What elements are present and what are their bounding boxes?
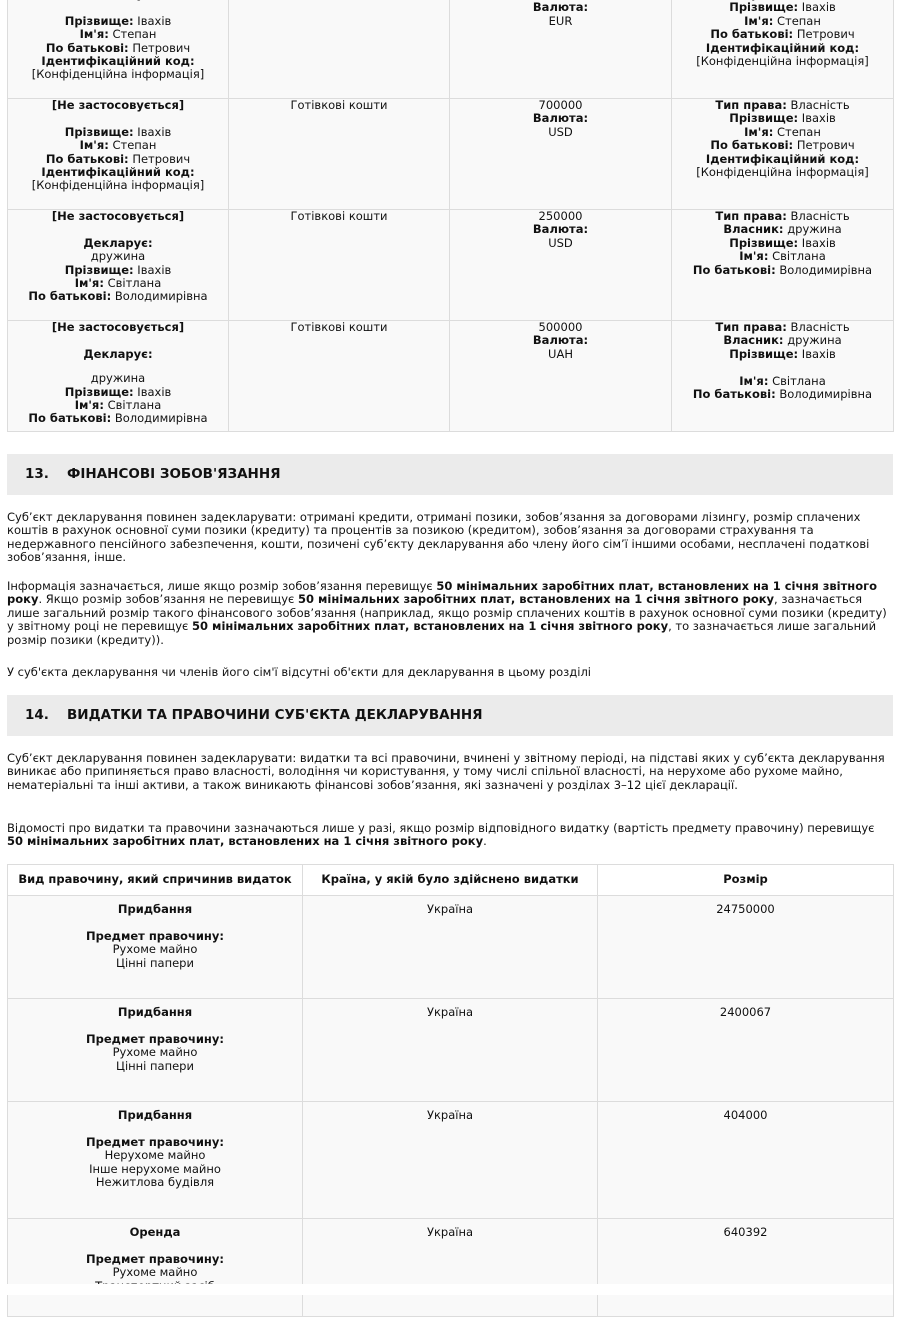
- asset-type-cell: Готівкові кошти: [229, 99, 450, 210]
- country-cell: Україна: [303, 1219, 598, 1317]
- table-row: [8, 99, 894, 210]
- asset-type-cell: Готівкові кошти: [229, 210, 450, 321]
- asset-type-cell: [229, 0, 450, 99]
- section-14-description: Суб’єкт декларування повинен задекларувати: видатки та всі правочини, вчинені у звітному періоді, на підставі яких у суб’єкта декларування виникає або припиняється право власності, володіння чи користування, у тому числі спільної власності, на нерухоме або рухоме майно, нематеріальні та інші активи, а також виникають фінансові зобов’язання, які зазначені у розділах 3–12 цієї декларації.: [7, 751, 885, 792]
- table-row: [8, 321, 894, 432]
- section-13-empty-note: У суб'єкта декларування чи членів його сім'ї відсутні об'єкти для декларування в цьому розділі: [7, 665, 591, 679]
- country-cell: Україна: [303, 1102, 598, 1219]
- column-header: Розмір: [598, 865, 894, 896]
- section-14-threshold-note: Відомості про видатки та правочини зазначаються лише у разі, якщо розмір відповідного видатку (вартість предмету правочину) перевищує 50 мінімальних заробітних плат, встановлених на 1 січня звітного року.: [7, 821, 875, 849]
- column-header: Вид правочину, який спричинив видаток: [8, 865, 303, 896]
- amount-cell: 2400067: [598, 999, 894, 1102]
- section-13-header: [7, 454, 893, 495]
- table-row: [8, 1102, 894, 1219]
- column-header: Країна, у якій було здійснено видатки: [303, 865, 598, 896]
- expenses-table: [7, 864, 894, 1317]
- transaction-type-cell: Оренда Предмет правочину: Рухоме майно: [8, 1219, 303, 1317]
- section-number: 14.: [25, 707, 49, 723]
- amount-cell: 404000: [598, 1102, 894, 1219]
- owner-cell: Тип права: Власність Власник: дружина Прізвище: Івахів Ім'я: Світлана По батькові: Володимирівна: [672, 321, 894, 432]
- cash-assets-table: [7, 0, 894, 432]
- transaction-type-cell: Придбання Предмет правочину: Рухоме майно Цінні папери: [8, 999, 303, 1102]
- transaction-type-cell: Придбання Предмет правочину: Рухоме майно Цінні папери: [8, 896, 303, 999]
- declarant-cell: Прізвище: Івахів Ім'я: Степан По батькові: Петрович Ідентифікаційний код: [Конфіденційна інформація]: [8, 0, 229, 99]
- section-13-threshold-note: Інформація зазначається, лише якщо розмір зобов’язання перевищує 50 мінімальних заробітних плат, встановлених на 1 січня звітного року. Якщо розмір зобов’язання не перевищує 50 мінімальних заробітних плат, встановлених на 1 січня звітного року, зазначається лише загальний розмір такого фінансового зобов’язання (наприклад, якщо розмір сплачених коштів в рахунок основної суми позики (кредиту) у звітному році не перевищує 50 мінімальних заробітних плат, встановлених на 1 січня звітного року, то зазначається лише загальний розмір позики (кредиту)).: [7, 579, 887, 647]
- table-row: [8, 999, 894, 1102]
- section-title: ФІНАНСОВІ ЗОБОВ'ЯЗАННЯ: [67, 466, 281, 482]
- country-cell: Україна: [303, 896, 598, 999]
- country-cell: Україна: [303, 999, 598, 1102]
- amount-cell: 500000 Валюта: UAH: [450, 321, 672, 432]
- owner-cell: Прізвище: Івахів Ім'я: Степан По батькові: Петрович Ідентифікаційний код: [Конфіденційна інформація]: [672, 0, 894, 99]
- section-14-header: [7, 695, 893, 736]
- declarant-cell: [Не застосовується] Прізвище: Івахів Ім'я: Степан По батькові: Петрович Ідентифікаційний код: [Конфіденційна інформація]: [8, 99, 229, 210]
- amount-cell: Валюта: EUR: [450, 0, 672, 99]
- owner-cell: Тип права: Власність Власник: дружина Прізвище: Івахів Ім'я: Світлана По батькові: Володимирівна: [672, 210, 894, 321]
- table-row: [8, 1219, 894, 1317]
- amount-cell: 24750000: [598, 896, 894, 999]
- table-row: [8, 210, 894, 321]
- amount-cell: 700000 Валюта: USD: [450, 99, 672, 210]
- section-number: 13.: [25, 466, 49, 482]
- declarant-cell: [Не застосовується] Декларує: дружина Прізвище: Івахів Ім'я: Світлана По батькові: Володимирівна: [8, 321, 229, 432]
- declarant-cell: [Не застосовується] Декларує: дружина Прізвище: Івахів Ім'я: Світлана По батькові: Володимирівна: [8, 210, 229, 321]
- amount-cell: 250000 Валюта: USD: [450, 210, 672, 321]
- page-bottom-edge: [7, 1284, 893, 1295]
- table-header-row: [8, 865, 894, 896]
- table-row: [8, 896, 894, 999]
- amount-cell: 640392: [598, 1219, 894, 1317]
- asset-type-cell: Готівкові кошти: [229, 321, 450, 432]
- owner-cell: Тип права: Власність Прізвище: Івахів Ім'я: Степан По батькові: Петрович Ідентифікаційний код: [Конфіденційна інформація]: [672, 99, 894, 210]
- transaction-type-cell: Придбання Предмет правочину: Нерухоме майно Інше нерухоме майно Нежитлова будівля: [8, 1102, 303, 1219]
- section-13-description: Суб’єкт декларування повинен задекларувати: отримані кредити, отримані позики, зобов’язання за договорами лізингу, розмір сплачених коштів в рахунок основної суми позики (кредиту) та процентів за позикою (кредитом), зобов’язання за договорами страхування та недержавного пенсійного забезпечення, кошти, позичені суб’єкту декларування або члену його сім’ї іншими особами, несплачені податкові зобов’язання, інше.: [7, 510, 870, 565]
- section-title: ВИДАТКИ ТА ПРАВОЧИНИ СУБ'ЄКТА ДЕКЛАРУВАННЯ: [67, 707, 483, 723]
- table-row: [8, 0, 894, 99]
